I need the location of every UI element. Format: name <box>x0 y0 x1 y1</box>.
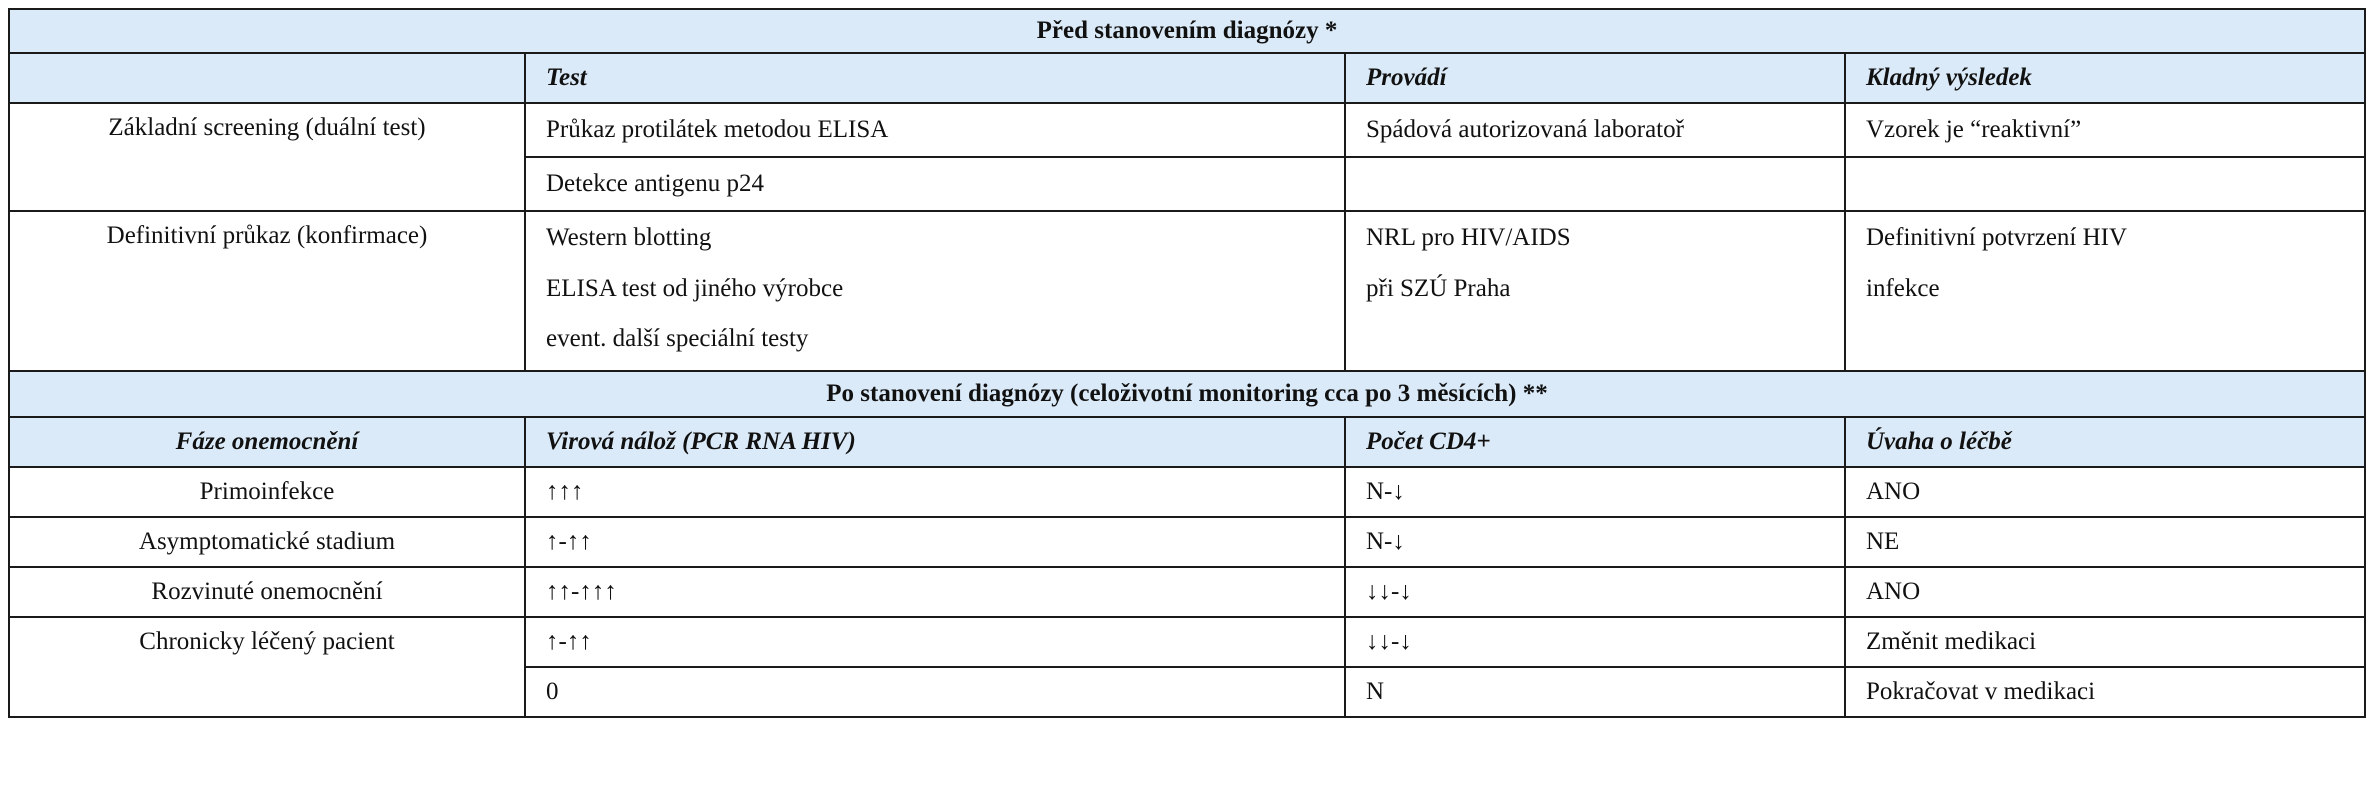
section2-header-faze: Fáze onemocnění <box>9 417 525 467</box>
cell-provadi-text: při SZÚ Praha <box>1366 275 1511 302</box>
table-row <box>9 211 2365 264</box>
cell-naloz: ↑-↑↑ <box>525 617 1345 667</box>
cell-uvaha: NE <box>1845 517 2365 567</box>
cell-vysledek-text: infekce <box>1866 275 1940 302</box>
hiv-diagnostics-table-container <box>8 8 2364 718</box>
cell-cd4: ↓↓-↓ <box>1345 617 1845 667</box>
row-label-confirmation: Definitivní průkaz (konfirmace) <box>9 211 525 371</box>
cell-provadi: Spádová autorizovaná laboratoř <box>1345 103 1845 157</box>
section1-header-test: Test <box>525 53 1345 103</box>
section1-title-row <box>9 9 2365 53</box>
section2-header-uvaha: Úvaha o léčbě <box>1845 417 2365 467</box>
cell-cd4: N <box>1345 667 1845 717</box>
cell-vysledek <box>1845 157 2365 211</box>
section2-header-row <box>9 417 2365 467</box>
cell-faze: Chronicky léčený pacient <box>9 617 525 717</box>
cell-provadi <box>1345 264 1845 371</box>
cell-vysledek <box>1845 264 2365 371</box>
cell-cd4: N-↓ <box>1345 517 1845 567</box>
cell-faze: Rozvinuté onemocnění <box>9 567 525 617</box>
cell-provadi <box>1345 157 1845 211</box>
table-row <box>9 617 2365 667</box>
cell-cd4: N-↓ <box>1345 467 1845 517</box>
cell-test-line2: event. další speciální testy <box>546 325 809 352</box>
cell-naloz: 0 <box>525 667 1345 717</box>
cell-test: Detekce antigenu p24 <box>525 157 1345 211</box>
row-label-screening: Základní screening (duální test) <box>9 103 525 211</box>
cell-faze: Asymptomatické stadium <box>9 517 525 567</box>
section2-title-row <box>9 371 2365 417</box>
cell-uvaha: ANO <box>1845 467 2365 517</box>
cell-naloz: ↑↑↑ <box>525 467 1345 517</box>
section2-header-naloz: Virová nálož (PCR RNA HIV) <box>525 417 1345 467</box>
section1-header-provadi: Provádí <box>1345 53 1845 103</box>
cell-test: Průkaz protilátek metodou ELISA <box>525 103 1345 157</box>
section2-title: Po stanovení diagnózy (celoživotní monitoring cca po 3 měsících) ** <box>9 371 2365 417</box>
cell-vysledek: Definitivní potvrzení HIV <box>1845 211 2365 264</box>
cell-uvaha: Pokračovat v medikaci <box>1845 667 2365 717</box>
cell-naloz: ↑-↑↑ <box>525 517 1345 567</box>
cell-vysledek: Vzorek je “reaktivní” <box>1845 103 2365 157</box>
section1-header-row <box>9 53 2365 103</box>
table-row <box>9 567 2365 617</box>
cell-faze: Primoinfekce <box>9 467 525 517</box>
cell-test: Western blotting <box>525 211 1345 264</box>
section1-header-vysledek: Kladný výsledek <box>1845 53 2365 103</box>
cell-test-line1: ELISA test od jiného výrobce <box>546 275 844 302</box>
table-row <box>9 103 2365 157</box>
hiv-diagnostics-table <box>8 8 2366 718</box>
cell-provadi: NRL pro HIV/AIDS <box>1345 211 1845 264</box>
table-row <box>9 467 2365 517</box>
cell-uvaha: Změnit medikaci <box>1845 617 2365 667</box>
cell-naloz: ↑↑-↑↑↑ <box>525 567 1345 617</box>
section2-header-cd4: Počet CD4+ <box>1345 417 1845 467</box>
cell-uvaha: ANO <box>1845 567 2365 617</box>
cell-test-multi <box>525 264 1345 371</box>
cell-cd4: ↓↓-↓ <box>1345 567 1845 617</box>
section1-title: Před stanovením diagnózy * <box>9 9 2365 53</box>
table-row <box>9 517 2365 567</box>
section1-header-empty <box>9 53 525 103</box>
